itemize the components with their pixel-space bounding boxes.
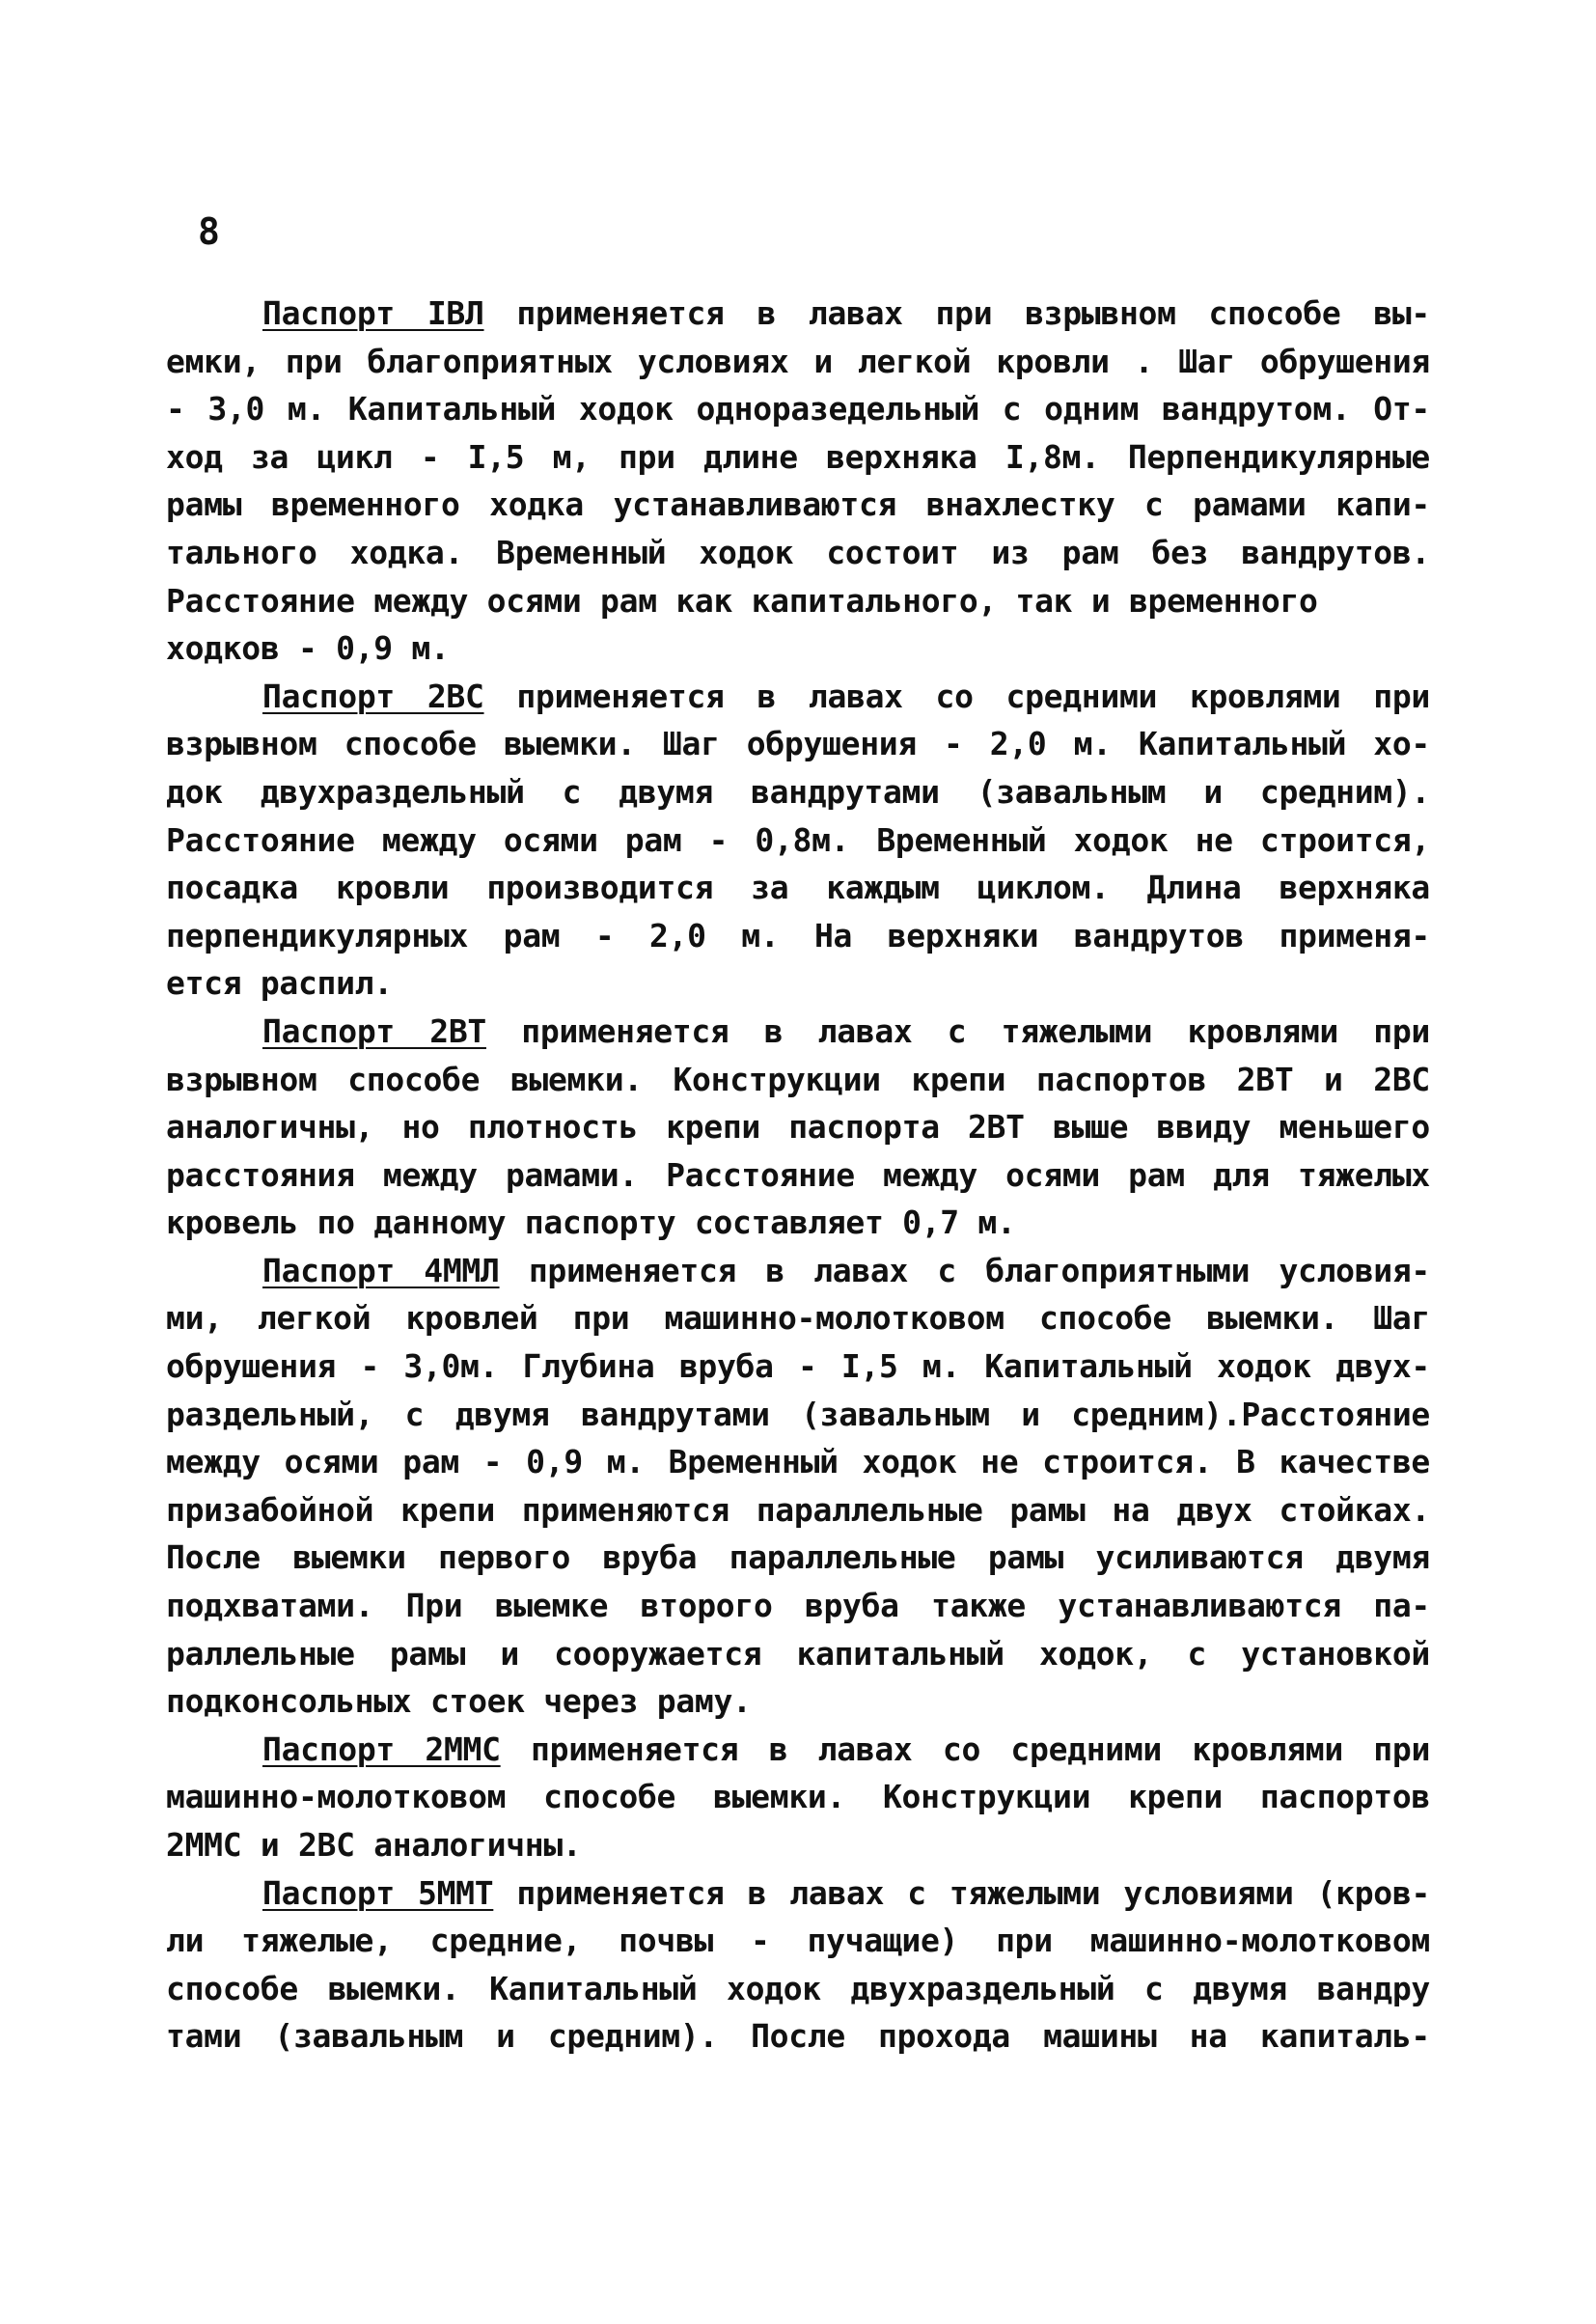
paragraph-first-line [166,1869,1430,1918]
page-number: 8 [198,210,220,253]
paragraph-line: взрывном способе выемки. Шаг обрушения - 2,0 м. Капитальный хо- [166,725,1430,763]
passport-title: Паспорт 2ММС [262,1729,501,1768]
paragraph-line: емки, при благоприятных условиях и легкой кровли . Шаг обрушения [166,342,1430,380]
paragraph-first-line [166,1008,1430,1056]
paragraph-line: кровель по данному паспорту составляет 0,7 м. [166,1204,1016,1242]
paragraph-2mms [166,1726,1430,1869]
paragraph-line: расстояния между рамами. Расстояние между осями рам для тяжелых [166,1155,1430,1194]
paragraph-line: машинно-молотковом способе выемки. Конструкции крепи паспортов [166,1778,1430,1816]
paragraph-line: призабойной крепи применяются параллельные рамы на двух стойках. [166,1490,1430,1529]
paragraph-first-line [166,1247,1430,1295]
paragraph-line: раздельный, с двумя вандрутами (завальным и средним).Расстояние [166,1395,1430,1433]
paragraph-text: применяется в лавах с благоприятными условия- [499,1251,1430,1289]
paragraph-line: аналогичны, но плотность крепи паспорта 2ВТ выше ввиду меньшего [166,1108,1430,1147]
paragraph-line: ется распил. [166,964,393,1003]
paragraph-2vt [166,1008,1430,1247]
paragraph-4mml [166,1247,1430,1726]
document-body [166,290,1430,2061]
paragraph-first-line [166,673,1430,721]
paragraph-5mmt [166,1869,1430,2061]
paragraph-line: ми, легкой кровлей при машинно-молотковом способе выемки. Шаг [166,1299,1430,1338]
paragraph-line: посадка кровли производится за каждым циклом. Длина верхняка [166,869,1430,907]
passport-title: Паспорт 2ВТ [262,1011,486,1050]
passport-title: Паспорт 5ММТ [262,1873,494,1912]
paragraph-line: ли тяжелые, средние, почвы - пучащие) при машинно-молотковом [166,1922,1430,1960]
paragraph-line: между осями рам - 0,9 м. Временный ходок не строится. В качестве [166,1443,1430,1481]
passport-title: Паспорт 2ВС [262,677,484,715]
paragraph-line: подхватами. При выемке второго вруба также устанавливаются па- [166,1587,1430,1625]
paragraph-line: взрывном способе выемки. Конструкции крепи паспортов 2ВТ и 2ВС [166,1060,1430,1098]
paragraph-line: После выемки первого вруба параллельные рамы усиливаются двумя [166,1538,1430,1577]
paragraph-text: применяется в лавах с тяжелыми условиями (кров- [493,1873,1430,1912]
paragraph-line: тами (завальным и средним). После прохода машины на капиталь- [166,2017,1430,2056]
paragraph-line: ходков - 0,9 м. [166,629,450,668]
paragraph-first-line [166,1726,1430,1774]
paragraph-line: тального ходка. Временный ходок состоит из рам без вандрутов. [166,533,1430,571]
paragraph-line: обрушения - 3,0м. Глубина вруба - I,5 м. Капитальный ходок двух- [166,1347,1430,1386]
paragraph-line: подконсольных стоек через раму. [166,1682,752,1721]
passport-title: Паспорт 4ММЛ [262,1251,500,1289]
paragraph-first-line [166,290,1430,338]
paragraph-line: рамы временного ходка устанавливаются внахлестку с рамами капи- [166,485,1430,524]
paragraph-line: Расстояние между осями рам - 0,8м. Временный ходок не строится, [166,820,1430,859]
paragraph-2vs [166,673,1430,1008]
paragraph-text: применяется в лавах со средними кровлями при [483,677,1430,715]
paragraph-ivl [166,290,1430,673]
paragraph-line: - 3,0 м. Капитальный ходок одноразедельный с одним вандрутом. От- [166,390,1430,429]
paragraph-line: перпендикулярных рам - 2,0 м. На верхняки вандрутов применя- [166,916,1430,954]
paragraph-text: применяется в лавах при взрывном способе вы- [483,294,1430,332]
paragraph-line: ход за цикл - I,5 м, при длине верхняка I,8м. Перпендикулярные [166,437,1430,476]
paragraph-line: 2ММС и 2ВС аналогичны. [166,1826,582,1864]
paragraph-line: док двухраздельный с двумя вандрутами (завальным и средним). [166,772,1430,811]
paragraph-text: применяется в лавах со средними кровлями при [500,1729,1430,1768]
paragraph-line: способе выемки. Капитальный ходок двухраздельный с двумя вандру [166,1969,1430,2007]
paragraph-text: применяется в лавах с тяжелыми кровлями при [485,1011,1430,1050]
passport-title: Паспорт IВЛ [262,294,484,332]
paragraph-line: раллельные рамы и сооружается капитальный ходок, с установкой [166,1634,1430,1673]
paragraph-line: Расстояние между осями рам как капитального, так и временного [166,581,1318,620]
